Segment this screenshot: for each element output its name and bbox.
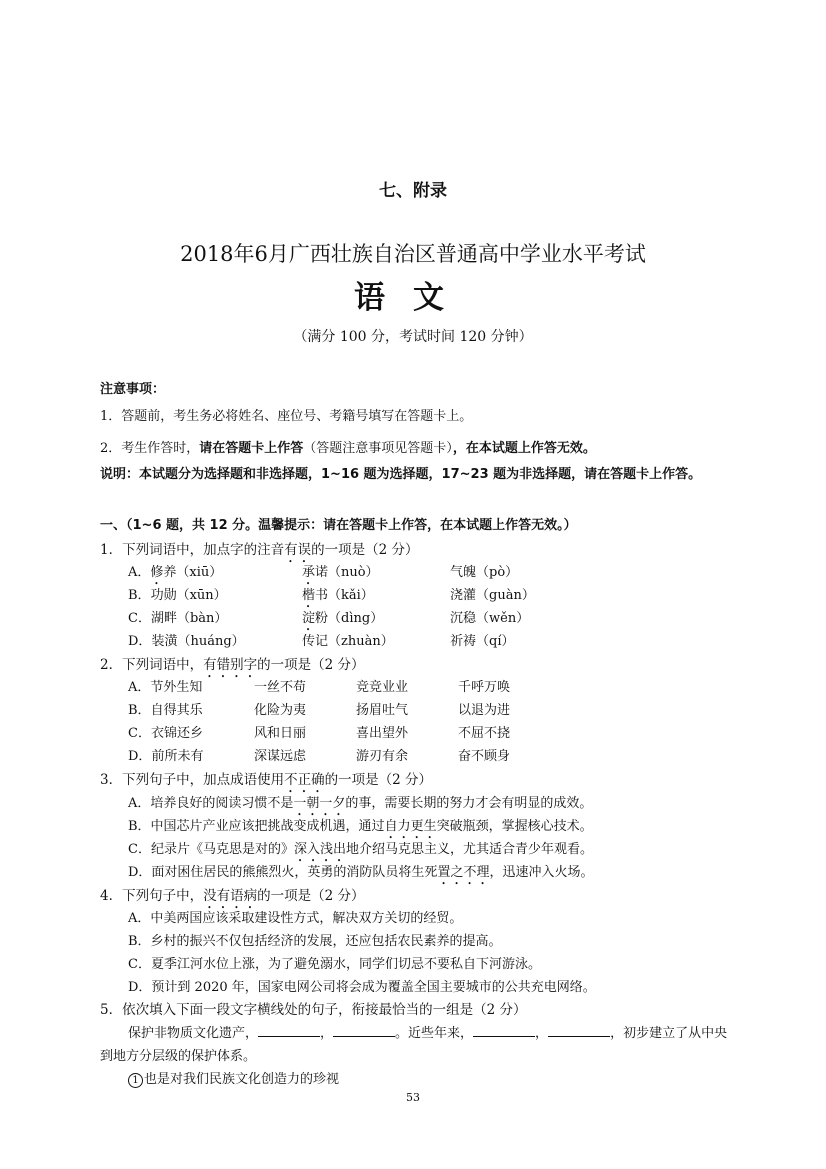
notes-explain: 说明：本试题分为选择题和非选择题，1~16 题为选择题，17~23 题为非选择题，请在答题卡上作答。 <box>100 467 702 482</box>
q4-stem: 4．下列句子中，没有语病的一项是（2 分） <box>100 888 365 904</box>
part1-heading: 一、（1~6 题，共 12 分。温馨提示：请在答题卡上作答，在本试题上作答无效。） <box>100 518 577 533</box>
q5-blank-4 <box>548 1024 610 1037</box>
q1-option-d-3: 祈祷（qí） <box>450 634 515 649</box>
q2-row-d-3: 游刃有余 <box>356 749 409 764</box>
q4-option-b: B．乡村的振兴不仅包括经济的发展，还应包括农民素养的提高。 <box>128 934 502 949</box>
page-number: 53 <box>406 1091 420 1104</box>
q4-option-c: C．夏季江河水位上涨，为了避免溺水，同学们切忌不要私自下河游泳。 <box>128 957 541 972</box>
q1-stem-b: 有误 <box>284 542 312 558</box>
q1-option-a-3: 气魄（pò） <box>450 565 519 580</box>
q2-row-c: C．衣锦还乡 <box>128 726 203 741</box>
q2-row-a-3: 竞竞业业 <box>356 680 409 695</box>
q5-item-1-number: 1 <box>128 1073 143 1088</box>
q3-option-c: C．纪录片《马克思是对的》深入浅出地介绍马克思主义，尤其适合青少年观看。 <box>128 842 593 857</box>
exam-title: 2018年6月广西壮族自治区普通高中学业水平考试 <box>180 242 646 266</box>
q3-option-d: D．面对困住居民的熊熊烈火，英勇的消防队员将生死置之不理，迅速冲入火场。 <box>128 865 594 880</box>
q1-stem-c: 的一项是（2 分） <box>311 542 419 558</box>
notes-item-2-c: （答题注意事项见答题卡） <box>303 441 453 456</box>
section-title: 七、附录 <box>379 181 447 201</box>
q2-row-c-3: 喜出望外 <box>356 726 409 741</box>
q2-row-d-4: 奋不顾身 <box>458 749 511 764</box>
q2-row-a: A．节外生知 <box>128 680 203 695</box>
q1-option-d-2: 传记（zhuàn） <box>302 634 394 649</box>
notes-heading: 注意事项： <box>100 382 166 397</box>
q5-stem: 5．依次填入下面一段文字横线处的句子，衔接最恰当的一组是（2 分） <box>100 1002 527 1018</box>
q1-option-c: C．湖畔（bàn） <box>128 611 228 626</box>
subject-title: 语文 <box>354 280 472 316</box>
q2-row-d: D．前所未有 <box>128 749 204 764</box>
q1-option-a-2: 承诺（nuò） <box>302 565 379 580</box>
q5-blank-1 <box>258 1024 320 1037</box>
q2-row-b: B．自得其乐 <box>128 703 203 718</box>
notes-item-2-b: 请在答题卡上作答 <box>199 441 304 456</box>
notes-item-2 <box>100 437 596 456</box>
q2-row-a-2: 一丝不苟 <box>254 680 307 695</box>
q2-row-c-2: 风和日丽 <box>254 726 307 741</box>
q2-stem: 2．下列词语中，有错别字的一项是（2 分） <box>100 657 365 673</box>
q5-blank-3 <box>473 1024 535 1037</box>
q1-option-b-3: 浇灌（guàn） <box>450 588 535 603</box>
q2-row-b-4: 以退为进 <box>458 703 511 718</box>
q1-option-c-2: 淀粉（dìng） <box>302 611 384 626</box>
q3-stem: 3．下列句子中，加点成语使用不正确的一项是（2 分） <box>100 772 432 788</box>
q3-option-b: B．中国芯片产业应该把挑战变成机遇，通过自力更生突破瓶颈，掌握核心技术。 <box>128 819 593 834</box>
exam-meta: （满分 100 分，考试时间 120 分钟） <box>293 329 533 345</box>
q5-item-1: 1 也是对我们民族文化创造力的珍视 <box>128 1068 339 1088</box>
q3-option-a: A．培养良好的阅读习惯不是一朝一夕的事，需要长期的努力才会有明显的成效。 <box>128 796 593 811</box>
q4-option-d: D．预计到 2020 年，国家电网公司将会成为覆盖全国主要城市的公共充电网络。 <box>128 980 596 995</box>
q1-stem-a: 1．下列词语中，加点字的注音 <box>100 542 285 558</box>
q1-option-a: A．修养（xiū） <box>128 565 223 580</box>
q1-option-c-3: 沉稳（wěn） <box>450 611 530 626</box>
q5-paragraph-line1: 保护非物质文化遗产， ， 。近些年来， ， ，初步建立了从中央 <box>128 1026 728 1041</box>
q2-row-c-4: 不屈不挠 <box>458 726 511 741</box>
q2-row-a-4: 千呼万唤 <box>458 680 511 695</box>
notes-item-2-d: ，在本试题上作答无效。 <box>452 441 596 456</box>
q1-option-b-2: 楷书（kǎi） <box>302 588 374 603</box>
q2-row-d-2: 深谋远虑 <box>254 749 307 764</box>
q2-row-b-3: 扬眉吐气 <box>356 703 409 718</box>
q5-paragraph-line2: 到地方分层级的保护体系。 <box>100 1049 257 1064</box>
notes-item-2-a: 2．考生作答时， <box>100 441 200 456</box>
q2-row-b-2: 化险为夷 <box>254 703 307 718</box>
q1-option-b: B．功勋（xūn） <box>128 588 227 603</box>
q1-option-d: D．装潢（huáng） <box>128 634 245 649</box>
q5-blank-2 <box>333 1024 395 1037</box>
q4-option-a: A．中美两国应该采取建设性方式，解决双方关切的经贸。 <box>128 911 463 926</box>
notes-item-1: 1．答题前，考生务必将姓名、座位号、考籍号填写在答题卡上。 <box>100 409 473 424</box>
